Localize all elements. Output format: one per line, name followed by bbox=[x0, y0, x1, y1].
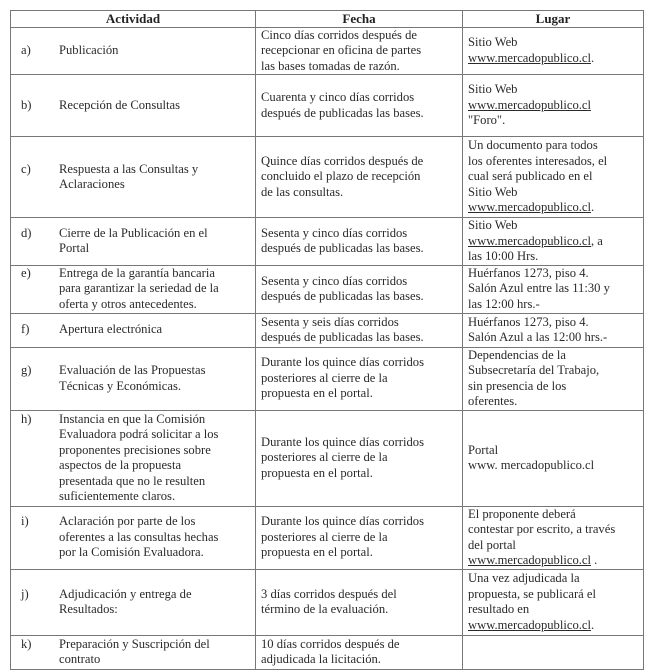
actividad-text bbox=[59, 98, 250, 114]
fecha-line: Quince días corridos después de bbox=[261, 153, 424, 168]
lugar-cell bbox=[463, 506, 644, 569]
lugar-line: las 12:00 hrs.- bbox=[468, 296, 540, 311]
lugar-line: Una vez adjudicada la bbox=[468, 571, 580, 585]
header-lugar: Lugar bbox=[463, 11, 644, 28]
lugar-line: oferentes. bbox=[468, 394, 518, 408]
lugar-line: Sitio Web bbox=[468, 218, 518, 232]
fecha-line: Cuarenta y cinco días corridos bbox=[261, 90, 415, 104]
actividad-line: Apertura electrónica bbox=[59, 322, 163, 337]
actividad-line: proponentes precisiones sobre bbox=[59, 442, 211, 457]
fecha-cell bbox=[256, 569, 463, 635]
actividad-line: Recepción de Consultas bbox=[59, 97, 181, 112]
actividad bbox=[16, 322, 250, 338]
actividad-line: Evaluadora podrá solicitar a los bbox=[59, 427, 219, 441]
url-link[interactable]: www.mercadopublico.cl bbox=[468, 97, 591, 112]
actividad-line: Aclaraciones bbox=[59, 177, 125, 191]
lugar-cell bbox=[463, 75, 644, 137]
actividad bbox=[16, 363, 250, 394]
fecha-cell bbox=[256, 347, 463, 410]
lugar-line bbox=[468, 553, 638, 569]
url-link[interactable]: www.mercadopublico.cl bbox=[468, 50, 591, 65]
fecha-line: después de publicadas las bases. bbox=[261, 289, 424, 303]
actividad-line: Evaluación de las Propuestas bbox=[59, 363, 206, 377]
lugar-line: Salón Azul entre las 11:30 y bbox=[468, 281, 610, 296]
lugar-line: del portal bbox=[468, 537, 516, 552]
actividad-line: oferentes a las consultas hechas bbox=[59, 529, 219, 544]
table-row bbox=[11, 410, 644, 506]
table-row bbox=[11, 265, 644, 313]
actividad bbox=[16, 226, 250, 257]
fecha-line: recepcionar en oficina de partes bbox=[261, 43, 422, 57]
actividad bbox=[16, 162, 250, 193]
url-suffix: . bbox=[590, 200, 595, 215]
fecha-cell bbox=[256, 265, 463, 313]
lugar-cell bbox=[463, 635, 644, 669]
table-row bbox=[11, 347, 644, 410]
actividad bbox=[16, 587, 250, 618]
actividad-cell bbox=[11, 635, 256, 669]
row-letter: e) bbox=[21, 265, 31, 280]
fecha-line: después de publicadas las bases. bbox=[261, 241, 424, 256]
actividad-line: Técnicas y Económicas. bbox=[59, 378, 182, 393]
actividad-cell bbox=[11, 347, 256, 410]
fecha-line: de las consultas. bbox=[261, 184, 344, 199]
lugar-cell bbox=[463, 410, 644, 506]
row-letter: g) bbox=[21, 363, 32, 377]
url-link[interactable]: www.mercadopublico.cl bbox=[468, 553, 591, 567]
lugar-line: www. mercadopublico.cl bbox=[468, 458, 595, 472]
actividad-line: Respuesta a las Consultas y bbox=[59, 161, 199, 176]
schedule-table bbox=[10, 10, 644, 670]
fecha-line: posteriores al cierre de la bbox=[261, 370, 388, 385]
fecha-cell bbox=[256, 27, 463, 75]
fecha-line: las bases tomadas de razón. bbox=[261, 58, 400, 73]
actividad-line: para garantizar la seriedad de la bbox=[59, 281, 219, 296]
table-row bbox=[11, 137, 644, 218]
actividad-text bbox=[59, 226, 250, 257]
lugar-line: Subsecretaría del Trabajo, bbox=[468, 363, 600, 377]
table-row bbox=[11, 27, 644, 75]
actividad-cell bbox=[11, 265, 256, 313]
fecha-cell bbox=[256, 75, 463, 137]
actividad bbox=[16, 412, 250, 505]
fecha-line: Cinco días corridos después de bbox=[261, 27, 417, 42]
actividad-text bbox=[59, 363, 250, 394]
fecha-line: después de publicadas las bases. bbox=[261, 105, 424, 120]
actividad-line: Preparación y Suscripción del bbox=[59, 636, 210, 651]
lugar-cell bbox=[463, 137, 644, 218]
row-letter: b) bbox=[21, 97, 32, 112]
lugar-line bbox=[468, 234, 638, 250]
table-row bbox=[11, 506, 644, 569]
actividad-cell bbox=[11, 313, 256, 347]
table-row bbox=[11, 75, 644, 137]
row-letter: k) bbox=[21, 636, 32, 651]
lugar-line: Sitio Web bbox=[468, 35, 518, 50]
fecha-cell bbox=[256, 313, 463, 347]
actividad-line: Cierre de la Publicación en el bbox=[59, 225, 208, 240]
lugar-line: Salón Azul a las 12:00 hrs.- bbox=[468, 330, 608, 344]
table-row bbox=[11, 635, 644, 669]
lugar-line: El proponente deberá bbox=[468, 506, 576, 521]
fecha-line: posteriores al cierre de la bbox=[261, 450, 388, 465]
row-letter: i) bbox=[21, 514, 29, 529]
row-letter: f) bbox=[21, 322, 30, 337]
fecha-line: propuesta en el portal. bbox=[261, 465, 373, 480]
fecha-line: adjudicada la licitación. bbox=[261, 652, 381, 666]
row-letter: d) bbox=[21, 225, 32, 240]
fecha-line: posteriores al cierre de la bbox=[261, 529, 388, 544]
actividad-line: aspectos de la propuesta bbox=[59, 458, 182, 472]
lugar-line bbox=[468, 200, 638, 216]
fecha-line: concluido el plazo de recepción bbox=[261, 169, 421, 184]
lugar-line: resultado en bbox=[468, 602, 530, 616]
actividad-text bbox=[59, 162, 250, 193]
actividad-cell bbox=[11, 27, 256, 75]
url-suffix: . bbox=[590, 617, 595, 632]
row-letter: j) bbox=[21, 586, 29, 601]
actividad-line: suficientemente claros. bbox=[59, 489, 176, 503]
url-suffix: . bbox=[590, 50, 595, 65]
actividad-line: Resultados: bbox=[59, 602, 118, 616]
fecha-cell bbox=[256, 410, 463, 506]
actividad-text bbox=[59, 43, 250, 59]
actividad-cell bbox=[11, 506, 256, 569]
actividad bbox=[16, 98, 250, 114]
fecha-line: 10 días corridos después de bbox=[261, 636, 400, 651]
actividad-cell bbox=[11, 569, 256, 635]
lugar-line: propuesta, se publicará el bbox=[468, 586, 596, 601]
fecha-line: Durante los quince días corridos bbox=[261, 434, 424, 449]
lugar-line bbox=[468, 51, 638, 67]
actividad-cell bbox=[11, 137, 256, 218]
actividad bbox=[16, 43, 250, 59]
lugar-line: las 10:00 Hrs. bbox=[468, 249, 539, 263]
fecha-line: Durante los quince días corridos bbox=[261, 355, 424, 370]
url-suffix: . bbox=[590, 553, 598, 567]
actividad-line: oferta y otros antecedentes. bbox=[59, 296, 197, 311]
actividad-line: Adjudicación y entrega de bbox=[59, 586, 192, 601]
fecha-cell bbox=[256, 218, 463, 266]
actividad bbox=[16, 514, 250, 561]
url-link[interactable]: www.mercadopublico.cl bbox=[468, 200, 591, 215]
actividad-cell bbox=[11, 218, 256, 266]
actividad-text bbox=[59, 587, 250, 618]
row-letter: a) bbox=[21, 43, 31, 57]
lugar-line: los oferentes interesados, el bbox=[468, 153, 608, 168]
actividad-line: Instancia en que la Comisión bbox=[59, 411, 206, 426]
fecha-line: después de publicadas las bases. bbox=[261, 330, 424, 344]
lugar-line: Un documento para todos bbox=[468, 138, 598, 153]
url-link[interactable]: www.mercadopublico.cl bbox=[468, 233, 591, 248]
actividad-line: contrato bbox=[59, 652, 101, 666]
fecha-cell bbox=[256, 137, 463, 218]
fecha-line: propuesta en el portal. bbox=[261, 545, 373, 560]
fecha-line: término de la evaluación. bbox=[261, 602, 389, 616]
fecha-line: Sesenta y cinco días corridos bbox=[261, 225, 408, 240]
lugar-line: cual será publicado en el bbox=[468, 169, 593, 184]
lugar-line bbox=[468, 618, 638, 634]
header-actividad: Actividad bbox=[11, 11, 256, 28]
table-row bbox=[11, 569, 644, 635]
fecha-cell bbox=[256, 506, 463, 569]
row-letter: c) bbox=[21, 161, 31, 176]
lugar-line: Sitio Web bbox=[468, 82, 518, 97]
lugar-line: Portal bbox=[468, 442, 499, 457]
actividad-text bbox=[59, 322, 250, 338]
fecha-line: Sesenta y seis días corridos bbox=[261, 314, 399, 329]
actividad bbox=[16, 637, 250, 668]
lugar-cell bbox=[463, 347, 644, 410]
actividad-text bbox=[59, 637, 250, 668]
lugar-line: Huérfanos 1273, piso 4. bbox=[468, 314, 589, 329]
actividad-line: Portal bbox=[59, 241, 90, 256]
actividad-cell bbox=[11, 410, 256, 506]
lugar-cell bbox=[463, 218, 644, 266]
actividad-text bbox=[59, 266, 250, 313]
lugar-cell bbox=[463, 313, 644, 347]
table-row bbox=[11, 218, 644, 266]
header-fecha: Fecha bbox=[256, 11, 463, 28]
fecha-line: 3 días corridos después del bbox=[261, 586, 397, 601]
table-row bbox=[11, 313, 644, 347]
lugar-line: Huérfanos 1273, piso 4. bbox=[468, 265, 589, 280]
header-row bbox=[11, 11, 644, 28]
url-link[interactable]: www.mercadopublico.cl bbox=[468, 617, 591, 632]
fecha-line: propuesta en el portal. bbox=[261, 386, 373, 401]
actividad-line: Aclaración por parte de los bbox=[59, 514, 196, 529]
lugar-line: Dependencias de la bbox=[468, 347, 566, 362]
fecha-line: Sesenta y cinco días corridos bbox=[261, 273, 408, 288]
fecha-line: Durante los quince días corridos bbox=[261, 514, 424, 529]
lugar-line: sin presencia de los bbox=[468, 378, 567, 393]
lugar-cell bbox=[463, 27, 644, 75]
actividad-line: por la Comisión Evaluadora. bbox=[59, 545, 204, 560]
row-letter: h) bbox=[21, 411, 32, 426]
actividad-text bbox=[59, 514, 250, 561]
actividad-line: presentada que no le resulten bbox=[59, 473, 206, 488]
lugar-cell bbox=[463, 265, 644, 313]
actividad bbox=[16, 266, 250, 313]
actividad-line: Entrega de la garantía bancaria bbox=[59, 265, 215, 280]
lugar-line: "Foro". bbox=[468, 113, 506, 128]
lugar-cell bbox=[463, 569, 644, 635]
actividad-cell bbox=[11, 75, 256, 137]
lugar-line: Sitio Web bbox=[468, 184, 518, 199]
url-suffix: , a bbox=[590, 233, 603, 248]
fecha-cell bbox=[256, 635, 463, 669]
actividad-line: Publicación bbox=[59, 43, 119, 57]
lugar-line: contestar por escrito, a través bbox=[468, 522, 616, 536]
lugar-line bbox=[468, 98, 638, 114]
actividad-text bbox=[59, 412, 250, 505]
